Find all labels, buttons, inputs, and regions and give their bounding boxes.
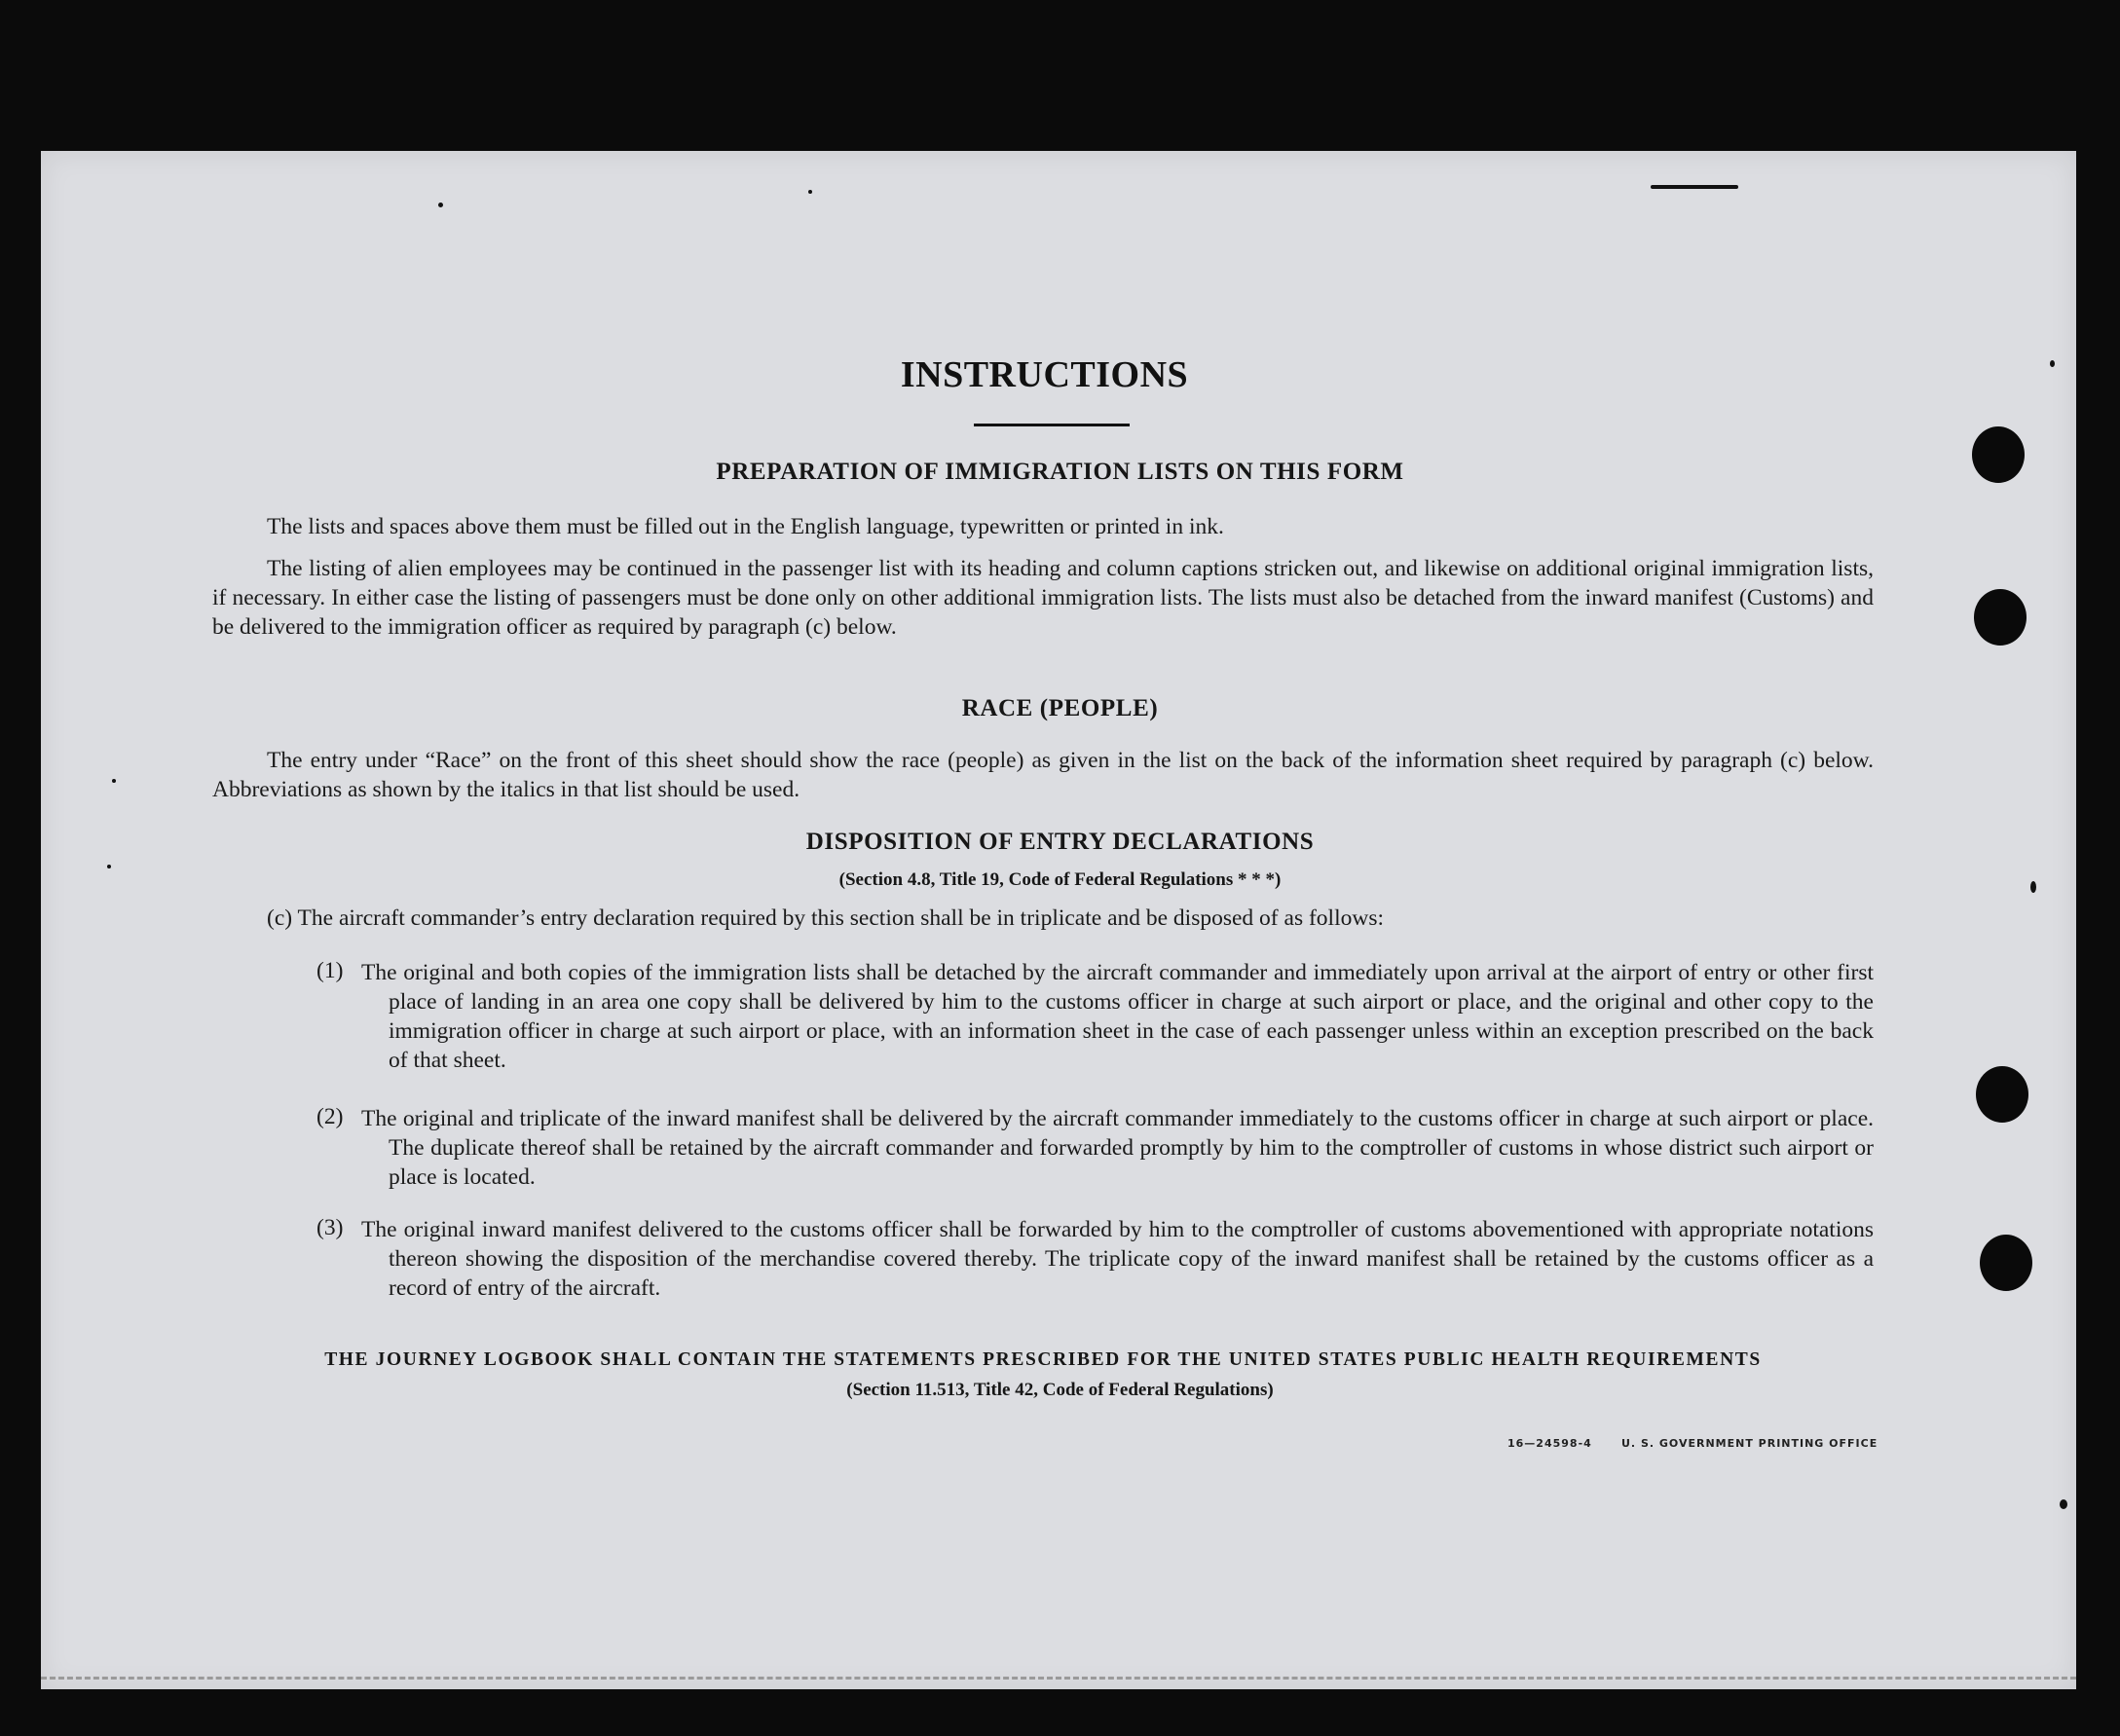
dust-speck (112, 779, 116, 783)
preparation-paragraph-1: The lists and spaces above them must be filled out in the English language, typewritten or printed in ink. (267, 514, 1224, 539)
section-heading-race: RACE (PEOPLE) (961, 695, 1159, 721)
perforation-edge (41, 1677, 2076, 1680)
printer-imprint: U. S. GOVERNMENT PRINTING OFFICE (1621, 1437, 1878, 1450)
list-item-number: (2) (316, 1104, 344, 1129)
punch-hole-3 (1976, 1066, 2028, 1123)
preparation-paragraph-2: The listing of alien employees may be continued in the passenger list with its heading and column captions stricken out, and likewise on additional original immigration lists, if necessary. In either case the listing of passengers must be done only on other additional immigration lists. The lists must also be detached from the inward manifest (Customs) and be delivered to the immigration officer as required by paragraph (c) below. (212, 556, 1874, 640)
title-underline (974, 424, 1130, 426)
form-number: 16—24598-4 (1507, 1437, 1592, 1450)
section-heading-disposition: DISPOSITION OF ENTRY DECLARATIONS (805, 829, 1315, 855)
list-item-text: The original and both copies of the immigration lists shall be detached by the aircraft commander and immediately upon arrival at the airport of entry or other first place of landing in an area one copy shall be delivered by him to the customs officer in charge at such airport or place, and the original and other copy to the immigration officer in charge at such airport or place, with an information sheet in the case of each passenger unless within an exception prescribed on the back of that sheet. (361, 960, 1874, 1073)
list-item-number: (1) (316, 958, 344, 983)
section-heading-preparation: PREPARATION OF IMMIGRATION LISTS ON THIS FORM (716, 459, 1404, 485)
dust-speck (107, 865, 111, 868)
race-paragraph: The entry under “Race” on the front of this sheet should show the race (people) as given in the list on the back of the information sheet required by paragraph (c) below. Abbreviations as shown by the italics in that list should be used. (212, 748, 1874, 802)
disposition-citation: (Section 4.8, Title 19, Code of Federal Regulations * * *) (838, 869, 1282, 890)
dust-speck (2060, 1499, 2067, 1509)
disposition-intro: (c) The aircraft commander’s entry declaration required by this section shall be in triplicate and be disposed of as follows: (267, 905, 1384, 931)
health-requirements-citation: (Section 11.513, Title 42, Code of Federal Regulations) (846, 1380, 1274, 1400)
dust-speck (438, 203, 443, 207)
page-title: INSTRUCTIONS (900, 354, 1189, 395)
list-item-number: (3) (316, 1215, 344, 1240)
punch-hole-4 (1980, 1235, 2032, 1291)
dust-speck (808, 190, 812, 194)
punch-hole-2 (1974, 589, 2027, 646)
dust-speck (2050, 360, 2055, 367)
list-item-text: The original inward manifest delivered to the customs officer shall be forwarded by him to the comptroller of customs abovementioned with appropriate notations thereon showing the disposition of the merchandise covered thereby. The triplicate copy of the inward manifest shall be retained by the customs officer as a record of entry of the aircraft. (361, 1217, 1874, 1301)
health-requirements-statement: THE JOURNEY LOGBOOK SHALL CONTAIN THE STATEMENTS PRESCRIBED FOR THE UNITED STATES PUBLIC HEALTH REQUIREMENTS (324, 1349, 1762, 1370)
list-item-text: The original and triplicate of the inward manifest shall be delivered by the aircraft commander immediately to the customs officer in charge at such airport or place. The duplicate thereof shall be retained by the aircraft commander and forwarded promptly by him to the comptroller of customs in whose district such airport or place is located. (361, 1106, 1874, 1190)
dust-speck (1651, 185, 1738, 189)
